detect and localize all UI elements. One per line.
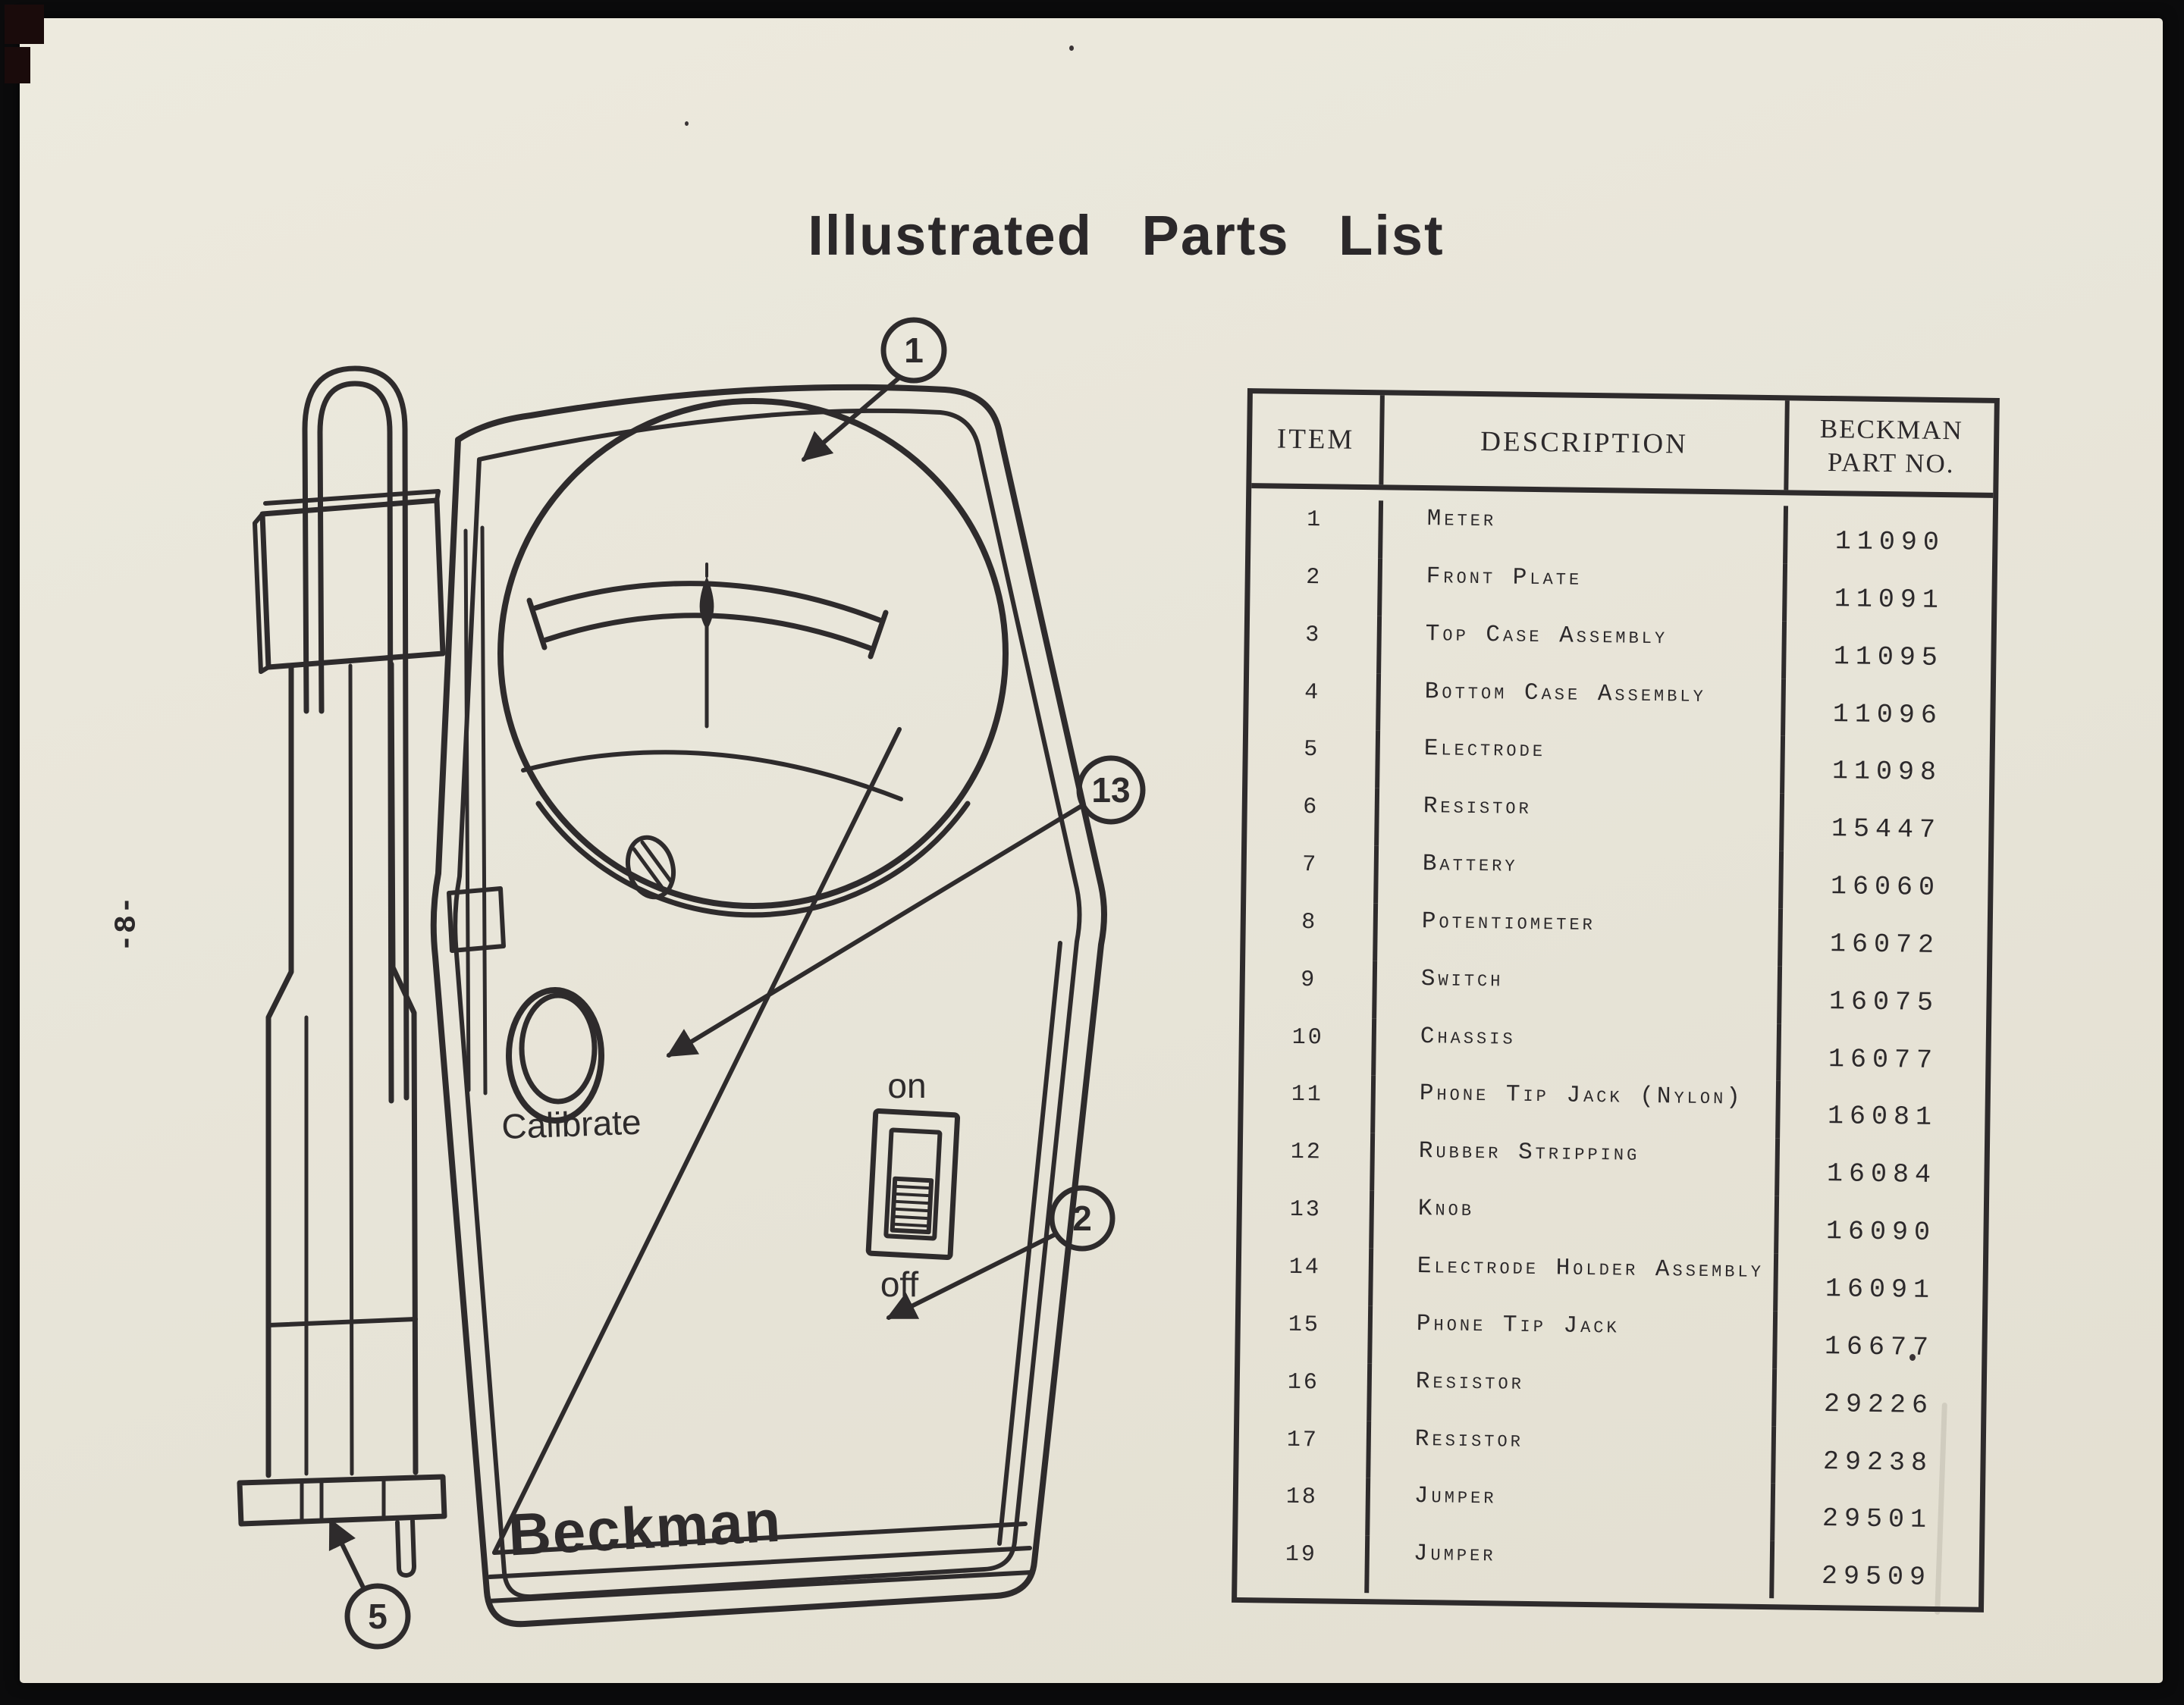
header-part-line2: PART NO. [1827,447,1955,479]
table-row [1245,901,1988,969]
item-cell: 2 [1305,564,1323,591]
description-cell: Jumper [1364,1535,1774,1598]
part-no-cell: 16090 [1825,1216,1937,1249]
table-row [1250,499,1993,566]
item-cell: 8 [1301,909,1318,936]
description-cell: Electrode [1375,731,1785,794]
description-cell: Knob [1369,1190,1779,1253]
item-cell: 12 [1290,1139,1323,1166]
parts-table [1232,388,2000,1613]
description-cell: Battery [1373,845,1784,908]
item-cell: 18 [1285,1484,1319,1511]
table-row [1250,556,1992,624]
description-cell: Jumper [1365,1478,1775,1541]
part-no-cell: 11098 [1831,756,1943,788]
svg-text:5: 5 [368,1597,388,1636]
item-cell: 14 [1288,1254,1322,1281]
item-cell: 7 [1302,852,1319,879]
part-no-cell: 16091 [1825,1274,1936,1305]
callout-front-plate [889,1188,1112,1318]
description-cell: Meter [1378,500,1788,563]
part-no-cell: 11091 [1834,583,1945,616]
part-no-cell: 29238 [1822,1446,1934,1478]
switch-off-label: off [880,1265,919,1304]
part-no-cell: 11095 [1833,641,1944,673]
item-cell: 9 [1301,967,1317,994]
table-row [1244,959,1987,1026]
item-cell: 19 [1285,1541,1318,1569]
part-no-cell: 16077 [1828,1043,1939,1076]
table-row [1240,1304,1982,1371]
svg-text:13: 13 [1091,770,1131,810]
description-cell: Resistor [1366,1421,1776,1484]
part-no-cell: 16075 [1828,986,1940,1018]
table-row [1241,1189,1984,1256]
calibrate-knob-drawing [509,990,601,1120]
item-cell: 5 [1304,737,1320,763]
item-cell: 1 [1306,507,1323,534]
description-cell: Resistor [1374,788,1784,851]
item-cell: 6 [1303,795,1320,821]
header-item: ITEM [1276,423,1355,456]
description-cell: Potentiometer [1373,903,1783,966]
table-row [1243,1073,1985,1141]
table-row [1241,1246,1983,1314]
table-row [1249,614,1991,682]
table-row [1247,729,1990,796]
description-cell: Resistor [1367,1363,1777,1426]
description-cell: Top Case Assembly [1376,616,1787,679]
item-cell: 15 [1288,1312,1321,1339]
part-no-cell: 11090 [1834,526,1946,559]
meter-face-drawing [500,401,1006,915]
description-cell: Phone Tip Jack [1367,1305,1778,1368]
svg-text:2: 2 [1072,1199,1092,1238]
calibrate-label: Calibrate [500,1102,642,1146]
brand-logo: Beckman [507,1487,784,1569]
item-cell: 4 [1304,679,1321,706]
parts-table-header [1251,393,1994,498]
part-no-cell: 29226 [1823,1388,1935,1421]
part-no-cell: 16677 [1824,1330,1935,1363]
table-row [1248,672,1991,739]
item-cell: 16 [1287,1369,1320,1396]
description-cell: Bottom Case Assembly [1376,673,1786,736]
item-cell: 13 [1289,1196,1323,1224]
table-row [1237,1534,1979,1601]
description-cell: Chassis [1371,1018,1781,1081]
item-cell: 11 [1291,1082,1324,1108]
parts-table-body [1237,488,1993,1607]
part-no-cell: 16084 [1826,1158,1938,1191]
header-description: DESCRIPTION [1379,395,1789,490]
description-cell: Switch [1372,961,1782,1023]
power-switch-drawing [868,1111,958,1257]
table-row [1246,844,1988,911]
item-cell: 10 [1291,1024,1325,1051]
part-no-cell: 15447 [1831,813,1942,846]
description-cell: Rubber Stripping [1370,1133,1780,1196]
item-cell: 17 [1286,1427,1320,1453]
part-no-cell: 11096 [1832,698,1944,731]
description-cell: Front Plate [1377,558,1787,621]
page-number: -8- [110,895,145,953]
svg-text:1: 1 [904,331,924,370]
table-row [1239,1362,1982,1429]
description-cell: Electrode Holder Assembly [1368,1248,1778,1311]
holder-block-drawing [255,491,443,672]
part-no-cell: 16081 [1827,1101,1938,1133]
part-no-cell: 29509 [1821,1561,1932,1594]
table-row [1242,1131,1985,1199]
part-no-cell: 29501 [1822,1503,1933,1536]
page-title: Illustrated Parts List [808,204,1445,267]
electrode-probe-drawing [240,664,444,1575]
table-row [1247,786,1989,854]
header-part-line1: BECKMAN [1819,414,1964,446]
header-part-no [1788,400,1994,493]
table-row [1238,1476,1980,1544]
description-cell: Phone Tip Jack (Nylon) [1370,1076,1781,1139]
part-no-cell: 16072 [1829,929,1941,961]
part-no-cell: 16060 [1830,871,1941,904]
switch-on-label: on [887,1066,927,1105]
item-cell: 3 [1305,622,1322,648]
table-row [1238,1418,1981,1486]
table-row [1244,1017,1986,1084]
